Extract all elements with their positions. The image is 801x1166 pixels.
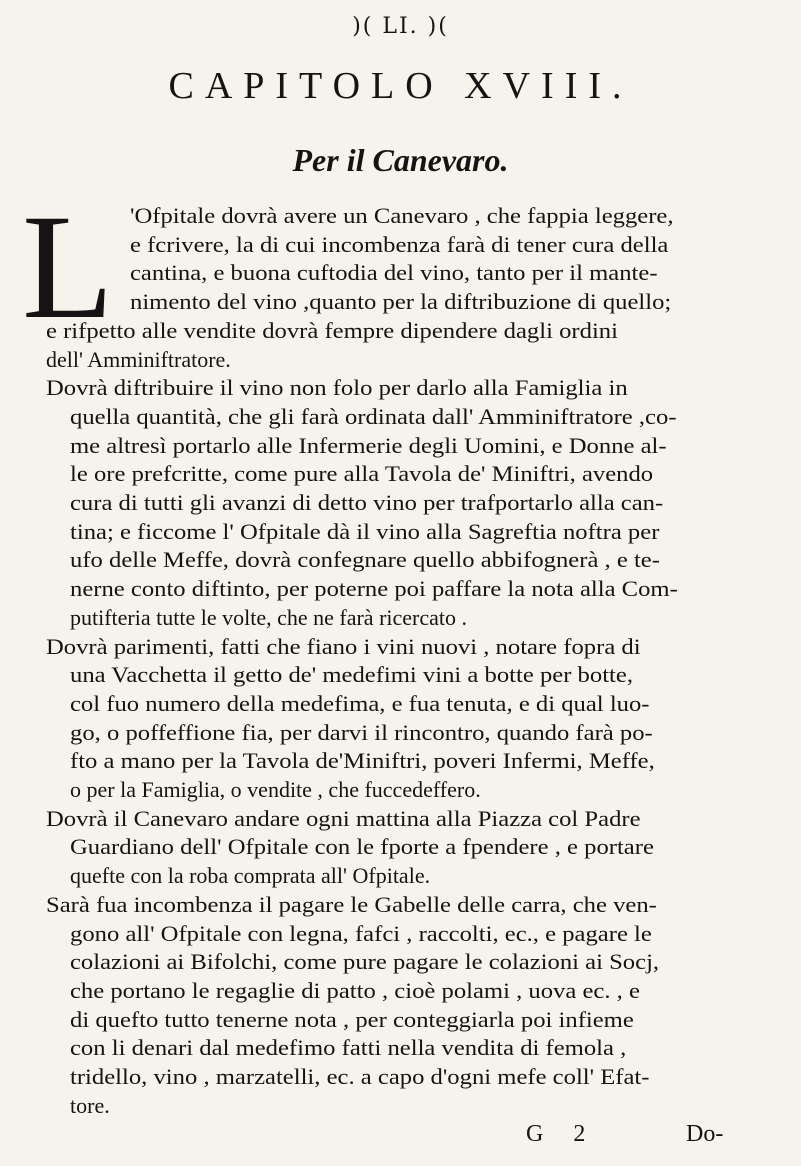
chapter-title: CAPITOLO XVIII. <box>168 65 633 107</box>
text-line: una Vacchetta il getto de' medefimi vini a botte per botte, <box>70 662 633 687</box>
running-head: )( LI. )( <box>352 14 449 39</box>
text-line: quella quantità, che gli farà ordinata dall' Amminiftratore ,co- <box>70 404 677 429</box>
text-line: Dovrà parimenti, fatti che fiano i vini nuovi , notare fopra di <box>46 634 641 659</box>
catchword: Do- <box>686 1121 724 1147</box>
text-line: tridello, vino , marzatelli, ec. a capo d'ogni mefe coll' Efat- <box>70 1064 650 1089</box>
text-line: dell' Amminiftratore. <box>46 347 231 372</box>
text-line: nimento del vino ,quanto per la diftribuzione di quello; <box>130 289 672 314</box>
text-line: tore. <box>70 1093 110 1118</box>
text-line: le ore prefcritte, come pure alla Tavola de' Miniftri, avendo <box>70 461 654 486</box>
text-line: di quefto tutto tenerne nota , per conteggiarla poi infieme <box>70 1007 634 1032</box>
text-line: quefte con la roba comprata all' Ofpitale. <box>70 863 431 888</box>
text-line: cura di tutti gli avanzi di detto vino per trafportarlo alla can- <box>70 490 664 515</box>
text-line: colazioni ai Bifolchi, come pure pagare le colazioni ai Socj, <box>70 949 660 974</box>
text-line: go, o poffeffione fia, per darvi il rincontro, quando farà po- <box>70 720 653 745</box>
text-line: Sarà fua incombenza il pagare le Gabelle delle carra, che ven- <box>46 892 657 917</box>
text-line: me altresì portarlo alle Infermerie degli Uomini, e Donne al- <box>70 433 667 458</box>
text-line: 'Ofpitale dovrà avere un Canevaro , che fappia leggere, <box>130 203 674 228</box>
text-line: ufo delle Meffe, dovrà confegnare quello abbifognerà , e te- <box>70 547 660 572</box>
signature-mark: G 2 <box>526 1121 598 1147</box>
drop-cap: L <box>22 184 114 350</box>
text-line: che portano le regaglie di patto , cioè polami , uova ec. , e <box>70 978 640 1003</box>
text-line: e fcrivere, la di cui incombenza farà di tener cura della <box>130 232 669 257</box>
text-line: o per la Famiglia, o vendite , che fuccedeffero. <box>70 777 481 802</box>
text-line: putifteria tutte le volte, che ne farà ricercato . <box>70 605 468 630</box>
text-line: fto a mano per la Tavola de'Miniftri, poveri Infermi, Meffe, <box>70 748 655 773</box>
text-line: cantina, e buona cuftodia del vino, tanto per il mante- <box>130 260 658 285</box>
text-line: gono all' Ofpitale con legna, fafci , raccolti, ec., e pagare le <box>70 921 652 946</box>
text-line: Guardiano dell' Ofpitale con le fporte a fpendere , e portare <box>70 834 654 859</box>
text-line: e rifpetto alle vendite dovrà fempre dipendere dagli ordini <box>46 318 618 343</box>
chapter-subtitle: Per il Canevaro. <box>292 142 509 178</box>
text-line: tina; e ficcome l' Ofpitale dà il vino alla Sagreftia noftra per <box>70 519 660 544</box>
text-line: con li denari dal medefimo fatti nella vendita di femola , <box>70 1035 627 1060</box>
text-line: Dovrà diftribuire il vino non folo per darlo alla Famiglia in <box>46 375 628 400</box>
text-line: nerne conto diftinto, per poterne poi paffare la nota alla Com- <box>70 576 678 601</box>
text-line: col fuo numero della medefima, e fua tenuta, e di qual luo- <box>70 691 650 716</box>
text-line: Dovrà il Canevaro andare ogni mattina alla Piazza col Padre <box>46 806 641 831</box>
